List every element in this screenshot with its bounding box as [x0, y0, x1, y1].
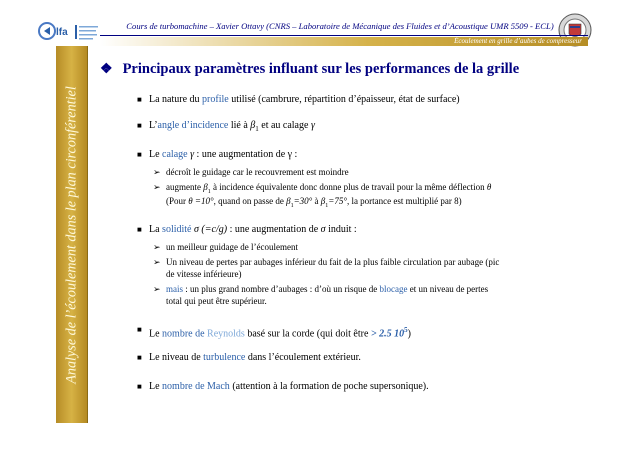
- subscript: 1: [290, 202, 294, 209]
- keyword: solidité: [162, 224, 192, 235]
- text: Un niveau de pertes par aubages inférieur du fait de la plus faible circulation par aubage (pic: [166, 257, 500, 267]
- keyword: nombre de Mach: [162, 381, 230, 392]
- text: : une augmentation de: [227, 224, 321, 235]
- lmfa-logo-icon: [38, 17, 100, 43]
- symbol: β: [320, 196, 326, 206]
- sub-item: [153, 284, 489, 295]
- symbol: β: [286, 196, 291, 206]
- square-bullet-icon: ■: [137, 353, 142, 362]
- arrow-bullet-icon: ➢: [153, 182, 161, 192]
- text: La nature du: [149, 94, 203, 105]
- sub-item: [153, 257, 500, 268]
- text: de vitesse inférieure): [166, 269, 242, 279]
- formula: σ (=c/g): [191, 224, 228, 235]
- list-item-reynolds: [137, 324, 411, 340]
- text: lié à: [228, 120, 251, 131]
- list-item-angle: [137, 120, 315, 135]
- value: =75°: [328, 196, 347, 206]
- keyword: turbulence: [203, 352, 246, 363]
- keyword: mais: [166, 284, 183, 294]
- exponent: 5: [404, 326, 408, 334]
- symbol: β: [203, 182, 208, 192]
- square-bullet-icon: ■: [137, 95, 142, 104]
- text: décroît le guidage car le recouvrement est moindre: [166, 167, 349, 177]
- keyword: nombre de: [162, 328, 208, 340]
- sub-item-continuation: [166, 269, 241, 280]
- text: total qui peut être supérieur.: [166, 296, 267, 306]
- list-item-turbulence: [137, 352, 361, 364]
- square-bullet-icon: ■: [137, 325, 142, 334]
- text: : une augmentation de γ :: [194, 149, 298, 160]
- text: Le niveau de: [149, 352, 204, 363]
- sub-item-continuation: [166, 296, 267, 307]
- symbol: γ: [310, 120, 315, 131]
- value: > 2.5 10: [370, 328, 405, 340]
- text: augmente: [166, 182, 204, 192]
- square-bullet-icon: ■: [137, 382, 142, 391]
- text: , la portance est multiplié par 8): [346, 196, 462, 206]
- text: ): [407, 328, 411, 340]
- arrow-bullet-icon: ➢: [153, 284, 161, 294]
- text: induit :: [325, 224, 357, 235]
- subscript: 1: [207, 188, 211, 195]
- text: (Pour: [166, 196, 189, 206]
- keyword: calage: [162, 149, 188, 160]
- text: et au calage: [258, 120, 311, 131]
- text: , quand on passe de: [213, 196, 287, 206]
- text: à: [312, 196, 321, 206]
- symbol: β: [250, 120, 256, 131]
- subscript: 1: [255, 125, 259, 133]
- text: utilisé (cambrure, répartition d’épaisseur, état de surface): [228, 94, 460, 105]
- text: La: [149, 224, 163, 235]
- keyword: angle d’incidence: [157, 120, 229, 131]
- section-banner: [100, 37, 588, 46]
- text: Le: [149, 149, 163, 160]
- course-title: Cours de turbomachine – Xavier Ottavy (CNRS – Laboratoire de Mécanique des Fluides et d’Acoustique UMR 5509 - ECL): [126, 21, 554, 31]
- sidebar-label: Analyse de l’écoulement dans le plan circonférentiel: [63, 85, 79, 384]
- slide-title-text: Principaux paramètres influant sur les performances de la grille: [122, 61, 520, 77]
- text: basé sur la corde (qui doit être: [244, 328, 371, 340]
- text: L’: [149, 120, 158, 131]
- symbol: θ: [188, 196, 193, 206]
- list-item-solidite: [137, 224, 357, 236]
- value: =30°: [293, 196, 313, 206]
- diamond-bullet-icon: ❖: [100, 62, 113, 77]
- text: dans l’écoulement extérieur.: [245, 352, 361, 363]
- keyword: profile: [202, 94, 229, 105]
- square-bullet-icon: ■: [137, 225, 142, 234]
- sidebar: [56, 46, 88, 423]
- text: un meilleur guidage de l’écoulement: [166, 242, 298, 252]
- symbol: γ: [190, 149, 195, 160]
- symbol: θ: [486, 182, 492, 192]
- square-bullet-icon: ■: [137, 121, 142, 130]
- text: Le: [149, 381, 163, 392]
- section-label: Écoulement en grille d’aubes de compresseur: [454, 37, 582, 45]
- text: et un niveau de pertes: [407, 284, 489, 294]
- value: =10°: [192, 196, 214, 206]
- text: : un plus grand nombre d’aubages : d’où un risque de: [183, 284, 380, 294]
- symbol: σ: [320, 224, 326, 235]
- subscript: 1: [325, 202, 329, 209]
- list-item-profil: [137, 94, 460, 106]
- sub-item-continuation: [166, 196, 462, 212]
- arrow-bullet-icon: ➢: [153, 257, 161, 267]
- keyword: Reynolds: [207, 328, 245, 340]
- header-divider: [100, 35, 588, 36]
- text: Le: [149, 328, 163, 340]
- sub-item: [153, 242, 298, 253]
- list-item-mach: [137, 381, 429, 393]
- square-bullet-icon: ■: [137, 150, 142, 159]
- svg-text:lfa: lfa: [56, 27, 68, 38]
- arrow-bullet-icon: ➢: [153, 242, 161, 252]
- keyword: blocage: [379, 284, 408, 294]
- sub-item: [153, 167, 349, 178]
- text: (attention à la formation de poche supersonique).: [229, 381, 429, 392]
- list-item-calage: [137, 149, 298, 161]
- slide-title: [100, 61, 519, 78]
- text: à incidence équivalente donc donne plus de travail pour la même déflection: [210, 182, 487, 192]
- arrow-bullet-icon: ➢: [153, 167, 161, 177]
